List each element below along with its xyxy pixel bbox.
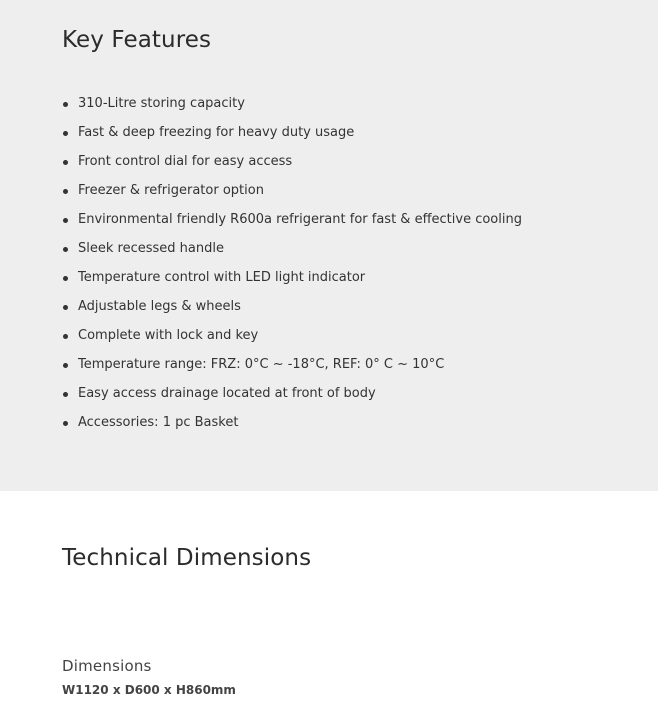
bullet-icon (63, 160, 68, 165)
bullet-icon (63, 102, 68, 107)
feature-item (62, 413, 632, 442)
bullet-icon (63, 218, 68, 223)
feature-item (62, 355, 632, 384)
feature-text: Easy access drainage located at front of body (78, 386, 376, 401)
feature-text: Environmental friendly R600a refrigerant for fast & effective cooling (78, 212, 522, 227)
dimensions-label: Dimensions (62, 657, 152, 675)
feature-text: Front control dial for easy access (78, 154, 293, 169)
bullet-icon (63, 334, 68, 339)
bullet-icon (63, 131, 68, 136)
feature-text: Sleek recessed handle (78, 241, 224, 256)
bullet-icon (63, 247, 68, 252)
feature-item (62, 181, 632, 210)
feature-item (62, 297, 632, 326)
feature-text: 310-Litre storing capacity (78, 96, 245, 111)
feature-text: Freezer & refrigerator option (78, 183, 264, 198)
feature-item (62, 94, 632, 123)
feature-text: Adjustable legs & wheels (78, 299, 241, 314)
key-features-title: Key Features (62, 27, 212, 53)
technical-dimensions-title: Technical Dimensions (62, 545, 312, 571)
bullet-icon (63, 421, 68, 426)
feature-text: Complete with lock and key (78, 328, 259, 343)
dimensions-value: W1120 x D600 x H860mm (62, 683, 236, 697)
feature-item (62, 152, 632, 181)
feature-text: Fast & deep freezing for heavy duty usage (78, 125, 355, 140)
feature-text: Temperature control with LED light indicator (78, 270, 366, 285)
feature-item (62, 123, 632, 152)
feature-item (62, 384, 632, 413)
bullet-icon (63, 276, 68, 281)
feature-item (62, 268, 632, 297)
bullet-icon (63, 189, 68, 194)
feature-item (62, 326, 632, 355)
bullet-icon (63, 392, 68, 397)
key-features-list (62, 94, 632, 442)
bullet-icon (63, 305, 68, 310)
feature-text: Accessories: 1 pc Basket (78, 415, 239, 430)
technical-dimensions-section (0, 491, 658, 720)
bullet-icon (63, 363, 68, 368)
feature-item (62, 210, 632, 239)
feature-text: Temperature range: FRZ: 0°C ~ -18°C, REF: 0° C ~ 10°C (78, 357, 445, 372)
feature-item (62, 239, 632, 268)
